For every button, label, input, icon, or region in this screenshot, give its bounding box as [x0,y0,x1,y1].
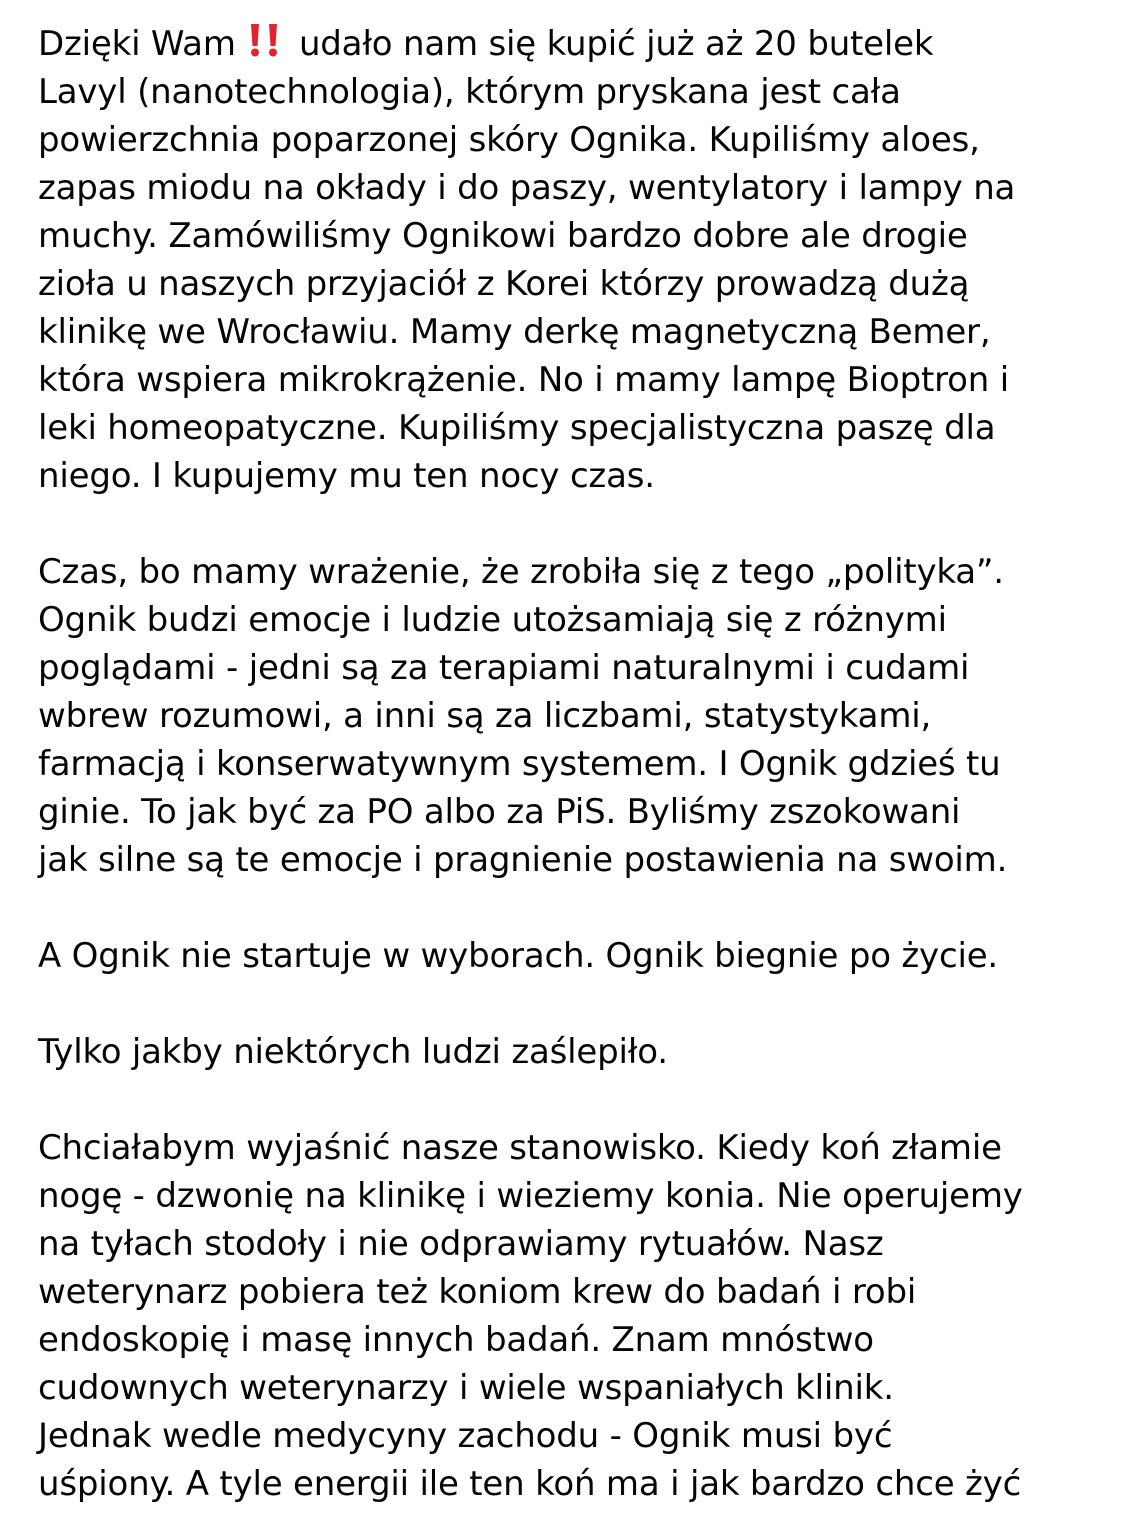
post-body [38,20,1113,1508]
post-paragraph-2: Czas, bo mamy wrażenie, że zrobiła się z tego „polityka”. Ognik budzi emocje i ludzie utożsamiają się z różnymi poglądami - jedni są za terapiami naturalnymi i cudami wbrew rozumowi, a inni są za liczbami, statystykami, farmacją i konserwatywnym systemem. I Ognik gdzieś tu ginie. To jak być za PO albo za PiS. Byliśmy zszokowani jak silne są te emocje i pragnienie postawienia na swoim. [38,552,1008,880]
post-paragraph-4: Tylko jakby niektórych ludzi zaślepiło. [38,1032,668,1072]
double-exclamation-icon [248,23,286,57]
post-paragraph-3: A Ognik nie startuje w wyborach. Ognik biegnie po życie. [38,936,999,976]
post-text-lead: Dzięki Wam [38,24,236,64]
post-paragraph-5: Chciałabym wyjaśnić nasze stanowisko. Kiedy koń złamie nogę - dzwonię na klinikę i wieziemy konia. Nie operujemy na tyłach stodoły i nie odprawiamy rytuałów. Nasz weterynarz pobiera też koniom krew do badań i robi endoskopię i masę innych badań. Znam mnóstwo cudownych weterynarzy i wiele wspaniałych klinik. Jednak wedle medycyny zachodu - Ognik musi być uśpiony. A tyle energii ile ten koń ma i jak bardzo chce żyć [38,1128,1023,1504]
post-paragraph-1 [38,20,1113,500]
post-text-rest: udało nam się kupić już aż 20 butelek Lavyl (nanotechnologia), którym pryskana jest cała powierzchnia poparzonej skóry Ognika. Kupiliśmy aloes, zapas miodu na okłady i do paszy, wentylatory i lampy na muchy. Zamówiliśmy Ognikowi bardzo dobre ale drogie zioła u naszych przyjaciół z Korei którzy prowadzą dużą klinikę we Wrocławiu. Mamy derkę magnetyczną Bemer, która wspiera mikrokrążenie. No i mamy lampę Bioptron i leki homeopatyczne. Kupiliśmy specjalistyczna paszę dla niego. I kupujemy mu ten nocy czas. [38,24,1016,496]
